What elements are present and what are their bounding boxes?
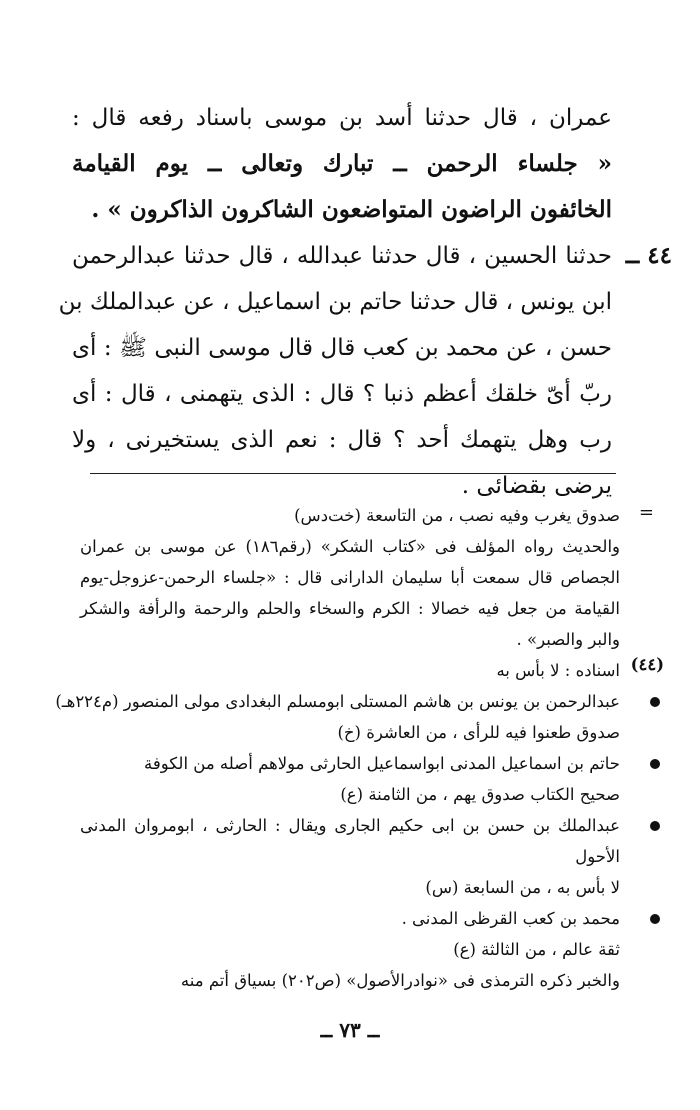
narrator-entry bbox=[80, 748, 620, 810]
footnote-line: والبر والصبر» . bbox=[516, 630, 620, 649]
footnote-continuation bbox=[80, 500, 654, 655]
main-line-1: عمران ، قال حدثنا أسد بن موسى باسناد رفعه قال : bbox=[72, 105, 612, 131]
hadith-number: ٤٤ ــ bbox=[625, 242, 672, 269]
bullet-icon bbox=[650, 759, 660, 769]
bullet-icon bbox=[650, 697, 660, 707]
bullet-icon bbox=[650, 914, 660, 924]
hadith-line: يرضى بقضائى . bbox=[461, 473, 612, 499]
bullet-icon bbox=[650, 821, 660, 831]
footnote-line: القيامة من جعل فيه خصالا : الكرم والسخاء والحلم والرحمة والرأفة والشكر bbox=[80, 599, 620, 618]
hadith-line: رب وهل يتهمك أحد ؟ قال : نعم الذى يستخيرنى ، ولا bbox=[72, 427, 612, 453]
narrator-line: محمد بن كعب القرظى المدنى . bbox=[401, 909, 620, 928]
narrator-line: عبدالملك بن حسن بن ابى حكيم الجارى ويقال : الحارثى ، ابومروان المدنى bbox=[80, 816, 620, 835]
narrator-line: صحيح الكتاب صدوق يهم ، من الثامنة (ع) bbox=[340, 785, 620, 804]
footnote-line: والحديث رواه المؤلف فى «كتاب الشكر» (رقم١٨٦) عن موسى بن عمران bbox=[80, 537, 620, 556]
narrator-line: لا بأس به ، من السابعة (س) bbox=[425, 878, 620, 897]
main-text bbox=[58, 95, 672, 509]
footnote-intro: اسناده : لا بأس به bbox=[496, 661, 620, 680]
narrator-line: صدوق طعنوا فيه للرأى ، من العاشرة (خ) bbox=[337, 723, 620, 742]
hadith-line: ابن يونس ، قال حدثنا حاتم بن اسماعيل ، عن عبدالملك بن bbox=[58, 289, 612, 315]
narrator-entry bbox=[80, 903, 620, 996]
hadith-line: حسن ، عن محمد بن كعب قال قال موسى النبى ﷺ : أى bbox=[72, 335, 612, 361]
narrator-line: ثقة عالم ، من الثالثة (ع) bbox=[453, 940, 620, 959]
footnote-line: صدوق يغرب وفيه نصب ، من التاسعة (خت‌دس) bbox=[294, 506, 620, 525]
footnote-number: (٤٤) bbox=[630, 655, 664, 674]
footnote-line: الجصاص قال سمعت أبا سليمان الدارانى قال : «جلساء الرحمن-عزوجل-يوم bbox=[80, 568, 620, 587]
hadith-line: حدثنا الحسين ، قال حدثنا عبدالله ، قال حدثنا عبدالرحمن bbox=[72, 243, 612, 269]
footnote-separator bbox=[90, 473, 616, 474]
continuation-mark: = bbox=[638, 502, 654, 523]
narrator-line: حاتم بن اسماعيل المدنى ابواسماعيل الحارثى مولاهم أصله من الكوفة bbox=[144, 754, 620, 773]
page-number: ــ ٧٣ ــ bbox=[320, 1018, 380, 1042]
hadith-44 bbox=[58, 233, 672, 509]
hadith-line: ربّ أىّ خلقك أعظم ذنبا ؟ قال : الذى يتهمنى ، قال : أى bbox=[72, 381, 612, 407]
narrator-entry bbox=[55, 686, 620, 748]
narrator-line: الأحول bbox=[575, 847, 620, 866]
footnotes bbox=[55, 500, 664, 996]
narrator-line: والخبر ذكره الترمذى فى «نوادرالأصول» (ص٢٠٢) بسياق أتم منه bbox=[180, 971, 620, 990]
main-line-2: « جلساء الرحمن ــ تبارك وتعالى ــ يوم القيامة bbox=[72, 150, 612, 177]
narrator-entry bbox=[80, 810, 620, 903]
narrator-line: عبدالرحمن بن يونس بن هاشم المستلى ابومسلم البغدادى مولى المنصور (م٢٢٤هـ) bbox=[55, 692, 620, 711]
main-line-3: الخائفون الراضون المتواضعون الشاكرون الذاكرون » . bbox=[91, 196, 612, 223]
footnote-44 bbox=[80, 655, 664, 686]
